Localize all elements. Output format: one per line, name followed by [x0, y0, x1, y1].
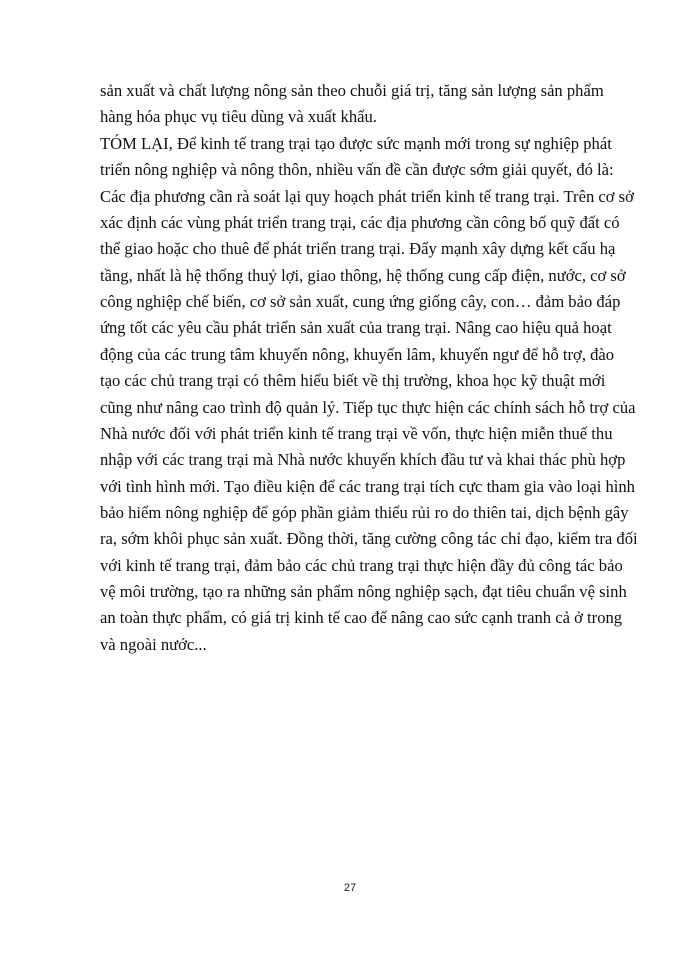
text-line: sản xuất và chất lượng nông sản theo chuỗi giá trị, tăng sản lượng sản phẩm	[100, 81, 604, 100]
text-line: vệ môi trường, tạo ra những sản phẩm nông nghiệp sạch, đạt tiêu chuẩn vệ sinh	[100, 582, 627, 601]
text-line: ra, sớm khôi phục sản xuất. Đồng thời, tăng cường công tác chỉ đạo, kiểm tra đối	[100, 529, 638, 548]
text-line: nhập với các trang trại mà Nhà nước khuyến khích đầu tư và khai thác phù hợp	[100, 450, 626, 469]
text-line: bảo hiểm nông nghiệp để góp phần giảm thiểu rủi ro do thiên tai, dịch bệnh gây	[100, 503, 629, 522]
text-line: ứng tốt các yêu cầu phát triển sản xuất của trang trại. Nâng cao hiệu quả hoạt	[100, 318, 612, 337]
text-line: an toàn thực phẩm, có giá trị kinh tế cao để nâng cao sức cạnh tranh cả ở trong	[100, 608, 623, 627]
text-line: xác định các vùng phát triển trang trại, các địa phương cần công bố quỹ đất có	[100, 213, 620, 232]
text-line: triển nông nghiệp và nông thôn, nhiều vấn đề cần được sớm giải quyết, đó là:	[100, 160, 614, 179]
text-line: tầng, nhất là hệ thống thuỷ lợi, giao thông, hệ thống cung cấp điện, nước, cơ sở	[100, 266, 626, 285]
text-line: với tình hình mới. Tạo điều kiện để các trang trại tích cực tham gia vào loại hình	[100, 477, 635, 496]
paragraph-first-line: TÓM LẠI, Để kinh tế trang trại tạo được sức mạnh mới trong sự nghiệp phát	[100, 134, 612, 153]
text-line: công nghiệp chế biến, cơ sở sản xuất, cung ứng giống cây, con… đảm bảo đáp	[100, 292, 621, 311]
text-line: động của các trung tâm khuyến nông, khuyến lâm, khuyến ngư để hỗ trợ, đào	[100, 345, 615, 364]
text-line: với kinh tế trang trại, đảm bảo các chủ trang trại thực hiện đầy đủ công tác bảo	[100, 556, 623, 575]
text-line: Nhà nước đối với phát triển kinh tế trang trại về vốn, thực hiện miễn thuế thu	[100, 424, 613, 443]
text-line: hàng hóa phục vụ tiêu dùng và xuất khẩu.	[100, 107, 377, 126]
text-line: tạo các chủ trang trại có thêm hiểu biết về thị trường, khoa học kỹ thuật mới	[100, 371, 606, 390]
text-line: và ngoài nước...	[100, 635, 207, 654]
text-line: cũng như nâng cao trình độ quản lý. Tiếp tục thực hiện các chính sách hỗ trợ của	[100, 398, 636, 417]
text-line: Các địa phương cần rà soát lại quy hoạch phát triển kinh tế trang trại. Trên cơ sở	[100, 187, 634, 206]
text-line: thể giao hoặc cho thuê để phát triển trang trại. Đẩy mạnh xây dựng kết cấu hạ	[100, 239, 616, 258]
page-number: 27	[343, 882, 357, 894]
